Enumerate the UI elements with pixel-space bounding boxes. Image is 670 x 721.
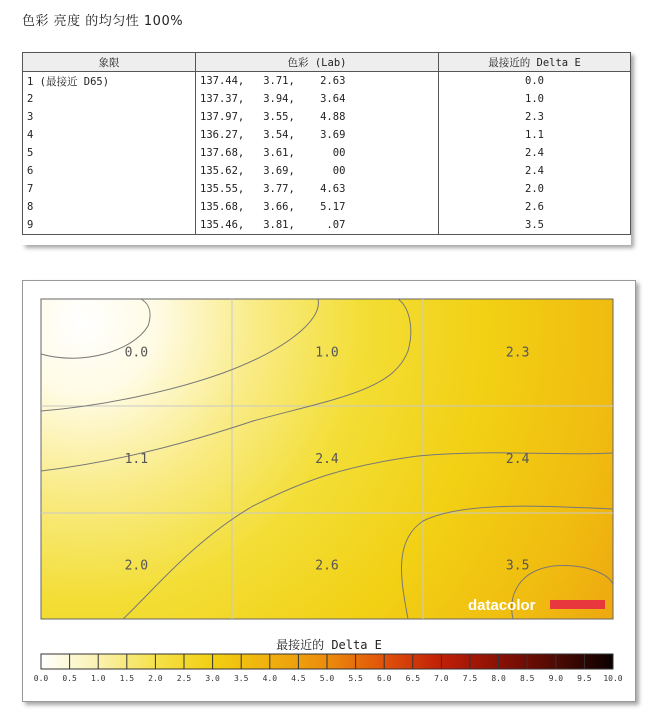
table-row [23,198,631,216]
lab-cell: 136.27, 3.54, 3.69 [196,126,439,144]
legend-tick-label: 2.0 [148,674,163,683]
table-row [23,180,631,198]
legend-tick-label: 9.0 [548,674,564,683]
lab-cell: 135.62, 3.69, 00 [196,162,439,180]
delta-cell: 3.5 [439,216,631,235]
cell-value-label: 1.1 [124,452,149,467]
legend-tick-label: 10.0 [603,674,623,683]
header-lab: 色彩 (Lab) [196,53,439,72]
table-row [23,162,631,180]
lab-cell: 137.44, 3.71, 2.63 [196,72,439,91]
legend-tick-label: 3.0 [205,674,220,683]
delta-cell: 1.1 [439,126,631,144]
legend-tick-label: 7.5 [462,674,478,683]
cell-value-label: 0.0 [124,345,149,361]
quadrant-cell: 5 [23,144,196,162]
table-row [23,126,631,144]
table-row [23,216,631,235]
quadrant-cell: 8 [23,198,196,216]
lab-cell: 135.46, 3.81, .07 [196,216,439,235]
uniformity-chart [22,280,636,702]
cell-value-label: 2.3 [505,345,530,361]
legend-tick-label: 5.5 [348,674,363,683]
lab-cell: 137.97, 3.55, 4.88 [196,108,439,126]
delta-cell: 2.4 [439,144,631,162]
cell-value-label: 2.4 [315,452,339,467]
legend-tick-marks [41,654,613,669]
lab-cell: 135.55, 3.77, 4.63 [196,180,439,198]
delta-cell: 2.3 [439,108,631,126]
quadrant-cell: 9 [23,216,196,235]
legend-tick-label: 8.0 [491,674,506,683]
header-delta-e: 最接近的 Delta E [439,53,631,72]
legend-tick-label: 1.5 [119,674,135,683]
legend-tick-label: 7.0 [434,674,449,683]
cell-value-label: 2.6 [315,558,339,574]
delta-cell: 2.6 [439,198,631,216]
table-row [23,90,631,108]
legend-tick-label: 5.0 [319,674,335,683]
legend-tick-labels [34,674,623,683]
legend-tick-label: 3.5 [233,674,249,683]
table-row [23,72,631,91]
cell-value-label: 1.0 [315,345,339,361]
table-row [23,144,631,162]
legend-tick-label: 6.0 [376,674,392,683]
quadrant-cell: 1 (最接近 D65) [23,72,196,91]
lab-cell: 137.68, 3.61, 00 [196,144,439,162]
legend-tick-label: 4.0 [262,674,278,683]
legend-tick-label: 4.5 [291,674,306,683]
table-row [23,108,631,126]
legend-tick-label: 6.5 [405,674,421,683]
cell-value-label: 2.4 [505,452,530,467]
delta-cell: 1.0 [439,90,631,108]
legend-tick-label: 0.0 [33,674,49,683]
quadrant-cell: 7 [23,180,196,198]
delta-cell: 2.4 [439,162,631,180]
lab-cell: 135.68, 3.66, 5.17 [196,198,439,216]
legend-tick-label: 0.5 [62,674,77,683]
legend-tick-label: 8.5 [519,674,535,683]
page-title: 色彩 亮度 的均匀性 100% [22,14,184,29]
quadrant-cell: 3 [23,108,196,126]
legend-tick-label: 9.5 [577,674,592,683]
delta-cell: 2.0 [439,180,631,198]
delta-cell: 0.0 [439,72,631,91]
cell-value-label: 2.0 [124,558,149,574]
quadrant-cell: 2 [23,90,196,108]
header-quadrant: 象限 [23,53,196,72]
legend-tick-label: 1.0 [90,674,106,683]
lab-cell: 137.37, 3.94, 3.64 [196,90,439,108]
legend-tick-label: 2.5 [176,674,192,683]
quadrant-cell: 6 [23,162,196,180]
chart-title: 最接近的 Delta E [276,638,382,652]
cell-value-label: 3.5 [505,558,530,574]
datacolor-logo: datacolor [468,597,536,614]
uniformity-table [22,52,631,245]
quadrant-cell: 4 [23,126,196,144]
datacolor-bar [550,600,605,609]
